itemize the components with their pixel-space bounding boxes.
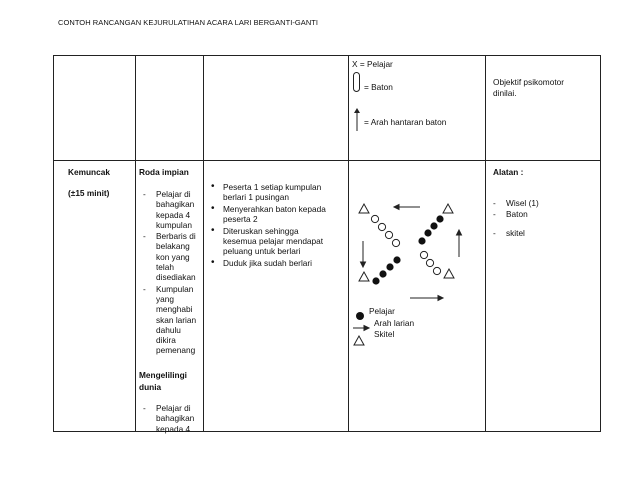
activity2-list (139, 403, 203, 435)
phase-label: Kemuncak (68, 167, 110, 177)
activity-cell (136, 161, 204, 432)
list-item: • Menyerahkan baton kepada peserta 2 (209, 204, 334, 225)
list-item: • Duduk jika sudah berlari (209, 258, 334, 268)
arrow-up-icon (353, 108, 361, 132)
baton-icon (352, 71, 362, 93)
activity-title: Roda impian (139, 167, 189, 177)
equipment-title: Alatan : (493, 167, 524, 177)
list-item: • Peserta 1 setiap kumpulan berlari 1 pusingan (209, 182, 334, 203)
skitel-icon (359, 272, 369, 281)
list-item: - Berbaris di belakang kon yang telah disediakan (139, 231, 203, 282)
list-item: - Pelajar di bahagikan kepada 4 (139, 403, 203, 434)
list-item: - Wisel (1) (489, 198, 589, 208)
table-row (54, 161, 601, 432)
table-row (54, 56, 601, 161)
table-cell (204, 56, 349, 161)
phase-duration: (±15 minit) (68, 188, 110, 198)
legend-pelajar: X = Pelajar (352, 59, 393, 69)
diagram-legend-pelajar: Pelajar (369, 306, 395, 316)
skitel-icon (443, 204, 453, 213)
diagram-legend-skitel: Skitel (374, 329, 395, 339)
legend-arrow: = Arah hantaran baton (364, 117, 447, 127)
steps-cell (204, 161, 349, 432)
steps-list (209, 182, 334, 268)
table-cell (54, 56, 136, 161)
diagram-legend-arah: Arah larian (374, 318, 415, 328)
diagram-cell (349, 161, 486, 432)
objective-cell (486, 56, 601, 161)
equipment-list (489, 198, 589, 239)
list-item: • Diteruskan sehingga kesemua pelajar mendapat peluang untuk berlari (209, 226, 334, 257)
activity-list (139, 189, 203, 357)
legend-baton: = Baton (364, 82, 393, 92)
arrow-right-icon (353, 326, 369, 331)
pelajar-icon (356, 312, 364, 320)
document-title: CONTOH RANCANGAN KEJURULATIHAN ACARA LARI BERGANTI-GANTI (58, 18, 319, 27)
objective-text: Objektif psikomotor dinilai. (493, 77, 565, 98)
list-item: - Baton (489, 209, 589, 219)
skitel-icon (359, 204, 369, 213)
activity2-title: Mengelilingi dunia (139, 370, 187, 392)
lesson-plan-table (53, 55, 601, 432)
phase-cell (54, 161, 136, 432)
equipment-cell (486, 161, 601, 432)
list-item: - Kumpulan yang menghabi skan larian dahulu dikira pemenang (139, 284, 203, 356)
list-item: - skitel (489, 228, 589, 238)
skitel-icon (354, 336, 364, 345)
skitel-icon (444, 269, 454, 278)
legend-cell (349, 56, 486, 161)
relay-diagram (349, 161, 486, 351)
list-item: - Pelajar di bahagikan kepada 4 kumpulan (139, 189, 203, 230)
table-cell (136, 56, 204, 161)
